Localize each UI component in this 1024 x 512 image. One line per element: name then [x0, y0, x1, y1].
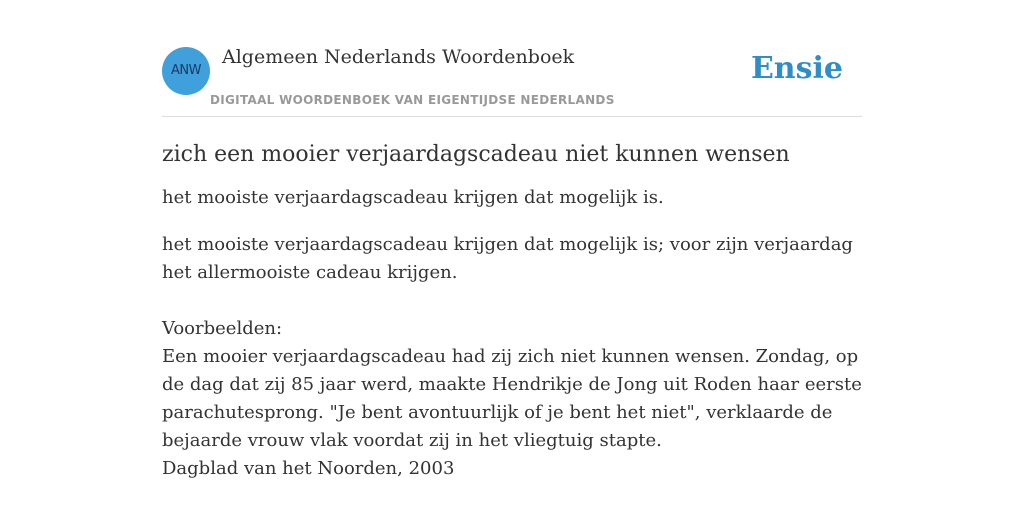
- ensie-brand-logo[interactable]: Ensie: [750, 51, 843, 86]
- short-definition: het mooiste verjaardagscadeau krijgen dat mogelijk is.: [162, 187, 664, 208]
- header: [162, 40, 862, 117]
- dictionary-subtitle: DIGITAAL WOORDENBOEK VAN EIGENTIJDSE NEDERLANDS: [210, 93, 615, 107]
- anw-logo[interactable]: ANW: [162, 47, 210, 95]
- example-source: Dagblad van het Noorden, 2003: [162, 458, 455, 479]
- examples-label: Voorbeelden:: [162, 318, 283, 339]
- long-definition: het mooiste verjaardagscadeau krijgen dat mogelijk is; voor zijn verjaardag het allermooiste cadeau krijgen.: [162, 234, 853, 283]
- example-text: Een mooier verjaardagscadeau had zij zich niet kunnen wensen. Zondag, op de dag dat zij 85 jaar werd, maakte Hendrikje de Jong uit Roden haar eerste parachutesprong. "Je bent avontuurlijk of je bent het niet", verklaarde de bejaarde vrouw vlak voordat zij in het vliegtuig stapte.: [162, 346, 862, 451]
- entry-content: [162, 138, 866, 483]
- spacer: [162, 287, 866, 315]
- entry-headword: zich een mooier verjaardagscadeau niet kunnen wensen: [162, 142, 790, 167]
- dictionary-title[interactable]: Algemeen Nederlands Woordenboek: [222, 46, 575, 68]
